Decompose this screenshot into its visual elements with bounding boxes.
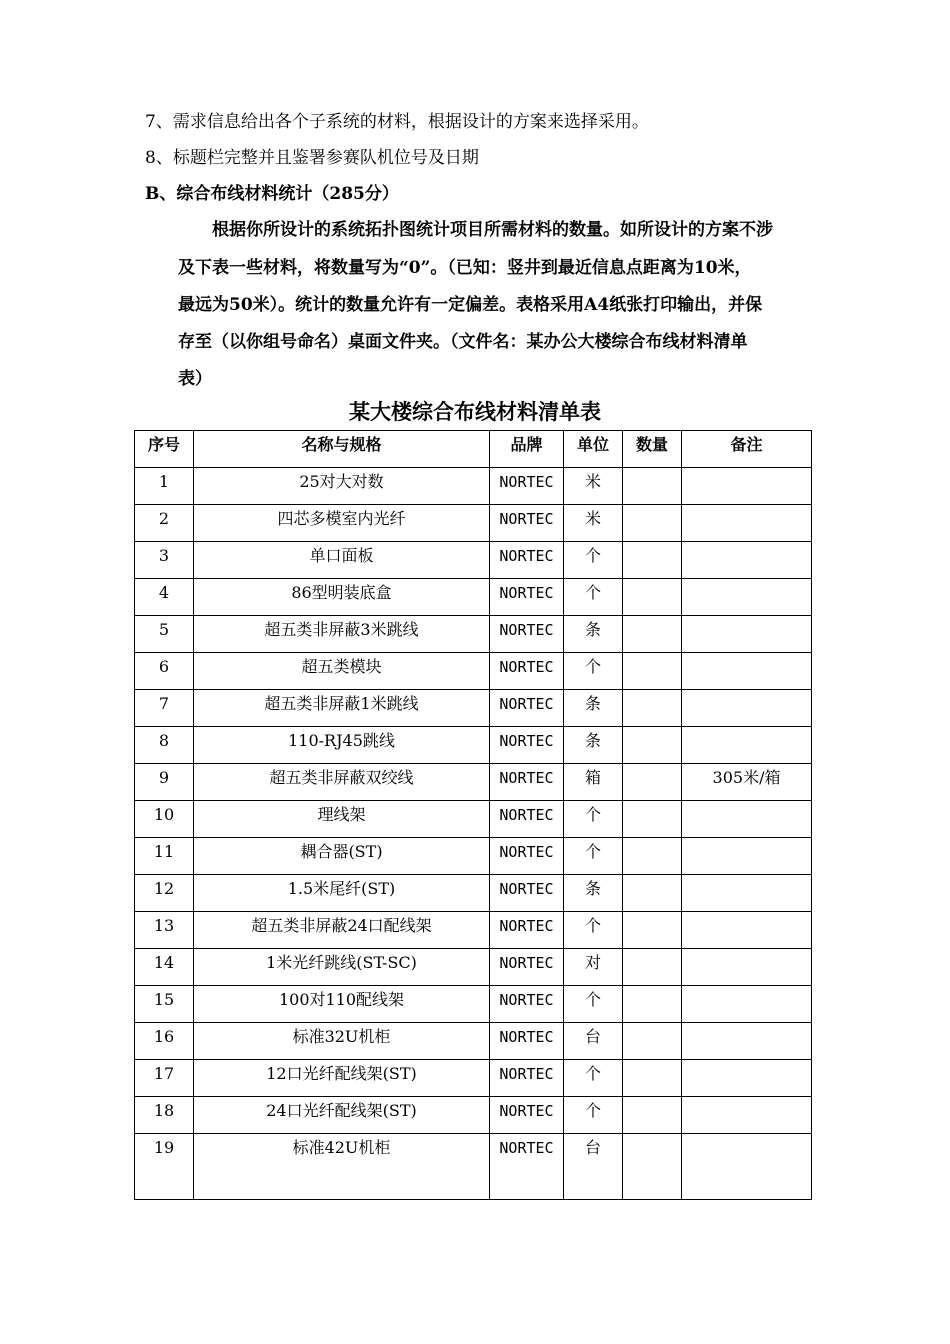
- row-quantity[interactable]: [623, 542, 682, 579]
- table-row: [135, 579, 812, 616]
- row-quantity[interactable]: [623, 912, 682, 949]
- row-index: 18: [135, 1097, 194, 1134]
- row-remarks: [682, 579, 812, 616]
- row-quantity[interactable]: [623, 727, 682, 764]
- row-quantity[interactable]: [623, 986, 682, 1023]
- row-remarks: [682, 727, 812, 764]
- row-brand: NORTEC: [490, 1097, 564, 1134]
- table-row: [135, 949, 812, 986]
- row-unit: 台: [564, 1134, 623, 1200]
- row-index: 7: [135, 690, 194, 727]
- row-name-spec: 四芯多模室内光纤: [194, 505, 490, 542]
- table-row: [135, 690, 812, 727]
- row-index: 15: [135, 986, 194, 1023]
- row-brand: NORTEC: [490, 653, 564, 690]
- row-index: 12: [135, 875, 194, 912]
- row-index: 10: [135, 801, 194, 838]
- row-remarks: [682, 690, 812, 727]
- row-unit: 箱: [564, 764, 623, 801]
- row-index: 4: [135, 579, 194, 616]
- table-row: [135, 616, 812, 653]
- row-index: 5: [135, 616, 194, 653]
- row-brand: NORTEC: [490, 875, 564, 912]
- row-brand: NORTEC: [490, 838, 564, 875]
- row-name-spec: 25对大对数: [194, 468, 490, 505]
- row-quantity[interactable]: [623, 1134, 682, 1200]
- row-index: 8: [135, 727, 194, 764]
- row-quantity[interactable]: [623, 505, 682, 542]
- row-brand: NORTEC: [490, 764, 564, 801]
- row-name-spec: 超五类非屏蔽24口配线架: [194, 912, 490, 949]
- row-unit: 条: [564, 875, 623, 912]
- row-remarks: [682, 542, 812, 579]
- row-unit: 个: [564, 579, 623, 616]
- table-row: [135, 727, 812, 764]
- table-row: [135, 1023, 812, 1060]
- row-name-spec: 1.5米尾纤(ST): [194, 875, 490, 912]
- table-row: [135, 801, 812, 838]
- row-brand: NORTEC: [490, 542, 564, 579]
- row-brand: NORTEC: [490, 468, 564, 505]
- table-body: [135, 468, 812, 1200]
- row-unit: 米: [564, 468, 623, 505]
- header-remarks: 备注: [682, 431, 812, 468]
- row-unit: 个: [564, 653, 623, 690]
- header-quantity: 数量: [623, 431, 682, 468]
- header-brand: 品牌: [490, 431, 564, 468]
- row-name-spec: 超五类非屏蔽1米跳线: [194, 690, 490, 727]
- row-unit: 条: [564, 616, 623, 653]
- row-brand: NORTEC: [490, 505, 564, 542]
- row-remarks: [682, 616, 812, 653]
- row-index: 17: [135, 1060, 194, 1097]
- row-unit: 个: [564, 1060, 623, 1097]
- row-unit: 台: [564, 1023, 623, 1060]
- row-brand: NORTEC: [490, 579, 564, 616]
- table-row: [135, 505, 812, 542]
- table-row: [135, 875, 812, 912]
- row-quantity[interactable]: [623, 764, 682, 801]
- row-name-spec: 标准42U机柜: [194, 1134, 490, 1200]
- row-brand: NORTEC: [490, 801, 564, 838]
- row-brand: NORTEC: [490, 949, 564, 986]
- row-unit: 个: [564, 912, 623, 949]
- row-name-spec: 100对110配线架: [194, 986, 490, 1023]
- row-remarks: [682, 1023, 812, 1060]
- row-name-spec: 1米光纤跳线(ST-SC): [194, 949, 490, 986]
- row-unit: 对: [564, 949, 623, 986]
- row-brand: NORTEC: [490, 1023, 564, 1060]
- row-unit: 个: [564, 801, 623, 838]
- row-brand: NORTEC: [490, 912, 564, 949]
- row-unit: 个: [564, 986, 623, 1023]
- row-index: 9: [135, 764, 194, 801]
- row-quantity[interactable]: [623, 690, 682, 727]
- row-brand: NORTEC: [490, 727, 564, 764]
- row-quantity[interactable]: [623, 1023, 682, 1060]
- table-row: [135, 912, 812, 949]
- table-row: [135, 542, 812, 579]
- table-row: [135, 838, 812, 875]
- paragraph-line-2: 及下表一些材料，将数量写为“0”。（已知：竖井到最近信息点距离为10米，: [178, 258, 752, 278]
- table-row: [135, 1097, 812, 1134]
- row-unit: 条: [564, 727, 623, 764]
- table-row: [135, 468, 812, 505]
- table-row: [135, 1134, 812, 1200]
- row-name-spec: 12口光纤配线架(ST): [194, 1060, 490, 1097]
- row-quantity[interactable]: [623, 653, 682, 690]
- row-remarks: [682, 912, 812, 949]
- row-brand: NORTEC: [490, 690, 564, 727]
- row-remarks: [682, 986, 812, 1023]
- row-index: 14: [135, 949, 194, 986]
- table-header-row: [135, 431, 812, 468]
- row-brand: NORTEC: [490, 616, 564, 653]
- row-brand: NORTEC: [490, 986, 564, 1023]
- row-remarks: [682, 801, 812, 838]
- row-quantity[interactable]: [623, 949, 682, 986]
- row-quantity[interactable]: [623, 1060, 682, 1097]
- header-name-spec: 名称与规格: [194, 431, 490, 468]
- row-remarks: [682, 653, 812, 690]
- row-quantity[interactable]: [623, 616, 682, 653]
- row-unit: 米: [564, 505, 623, 542]
- row-name-spec: 86型明装底盒: [194, 579, 490, 616]
- table-row: [135, 986, 812, 1023]
- row-name-spec: 标准32U机柜: [194, 1023, 490, 1060]
- row-index: 2: [135, 505, 194, 542]
- row-quantity[interactable]: [623, 579, 682, 616]
- row-name-spec: 24口光纤配线架(ST): [194, 1097, 490, 1134]
- row-remarks: [682, 838, 812, 875]
- paragraph-line-1: 根据你所设计的系统拓扑图统计项目所需材料的数量。如所设计的方案不涉: [212, 220, 773, 240]
- row-remarks: [682, 505, 812, 542]
- row-name-spec: 耦合器(ST): [194, 838, 490, 875]
- paragraph-line-4: 存至（以你组号命名）桌面文件夹。（文件名：某办公大楼综合布线材料清单: [178, 332, 748, 352]
- table-row: [135, 653, 812, 690]
- row-remarks: [682, 1097, 812, 1134]
- row-name-spec: 110-RJ45跳线: [194, 727, 490, 764]
- row-index: 16: [135, 1023, 194, 1060]
- row-name-spec: 单口面板: [194, 542, 490, 579]
- table-title: 某大楼综合布线材料清单表: [349, 399, 601, 424]
- section-heading-b: B、综合布线材料统计（285分）: [145, 184, 399, 204]
- requirement-item-7: 7、需求信息给出各个子系统的材料，根据设计的方案来选择采用。: [145, 112, 649, 132]
- row-index: 1: [135, 468, 194, 505]
- table-row: [135, 764, 812, 801]
- row-brand: NORTEC: [490, 1060, 564, 1097]
- row-quantity[interactable]: [623, 801, 682, 838]
- requirement-item-8: 8、标题栏完整并且鉴署参赛队机位号及日期: [145, 148, 479, 168]
- row-remarks: [682, 468, 812, 505]
- header-unit: 单位: [564, 431, 623, 468]
- row-index: 3: [135, 542, 194, 579]
- row-remarks: [682, 875, 812, 912]
- row-name-spec: 超五类非屏蔽双绞线: [194, 764, 490, 801]
- row-unit: 条: [564, 690, 623, 727]
- row-remarks: [682, 1134, 812, 1200]
- paragraph-line-3: 最远为50米）。统计的数量允许有一定偏差。表格采用A4纸张打印输出，并保: [178, 295, 763, 315]
- row-unit: 个: [564, 1097, 623, 1134]
- row-index: 6: [135, 653, 194, 690]
- row-index: 13: [135, 912, 194, 949]
- header-index: 序号: [135, 431, 194, 468]
- row-index: 11: [135, 838, 194, 875]
- row-brand: NORTEC: [490, 1134, 564, 1200]
- table-row: [135, 1060, 812, 1097]
- row-index: 19: [135, 1134, 194, 1200]
- paragraph-line-5: 表）: [178, 369, 212, 389]
- row-remarks: [682, 1060, 812, 1097]
- row-remarks: [682, 949, 812, 986]
- row-name-spec: 超五类模块: [194, 653, 490, 690]
- row-quantity[interactable]: [623, 875, 682, 912]
- row-name-spec: 理线架: [194, 801, 490, 838]
- row-remarks: 305米/箱: [682, 764, 812, 801]
- materials-table: [134, 430, 812, 1200]
- row-unit: 个: [564, 542, 623, 579]
- row-quantity[interactable]: [623, 1097, 682, 1134]
- row-unit: 个: [564, 838, 623, 875]
- row-quantity[interactable]: [623, 838, 682, 875]
- row-quantity[interactable]: [623, 468, 682, 505]
- row-name-spec: 超五类非屏蔽3米跳线: [194, 616, 490, 653]
